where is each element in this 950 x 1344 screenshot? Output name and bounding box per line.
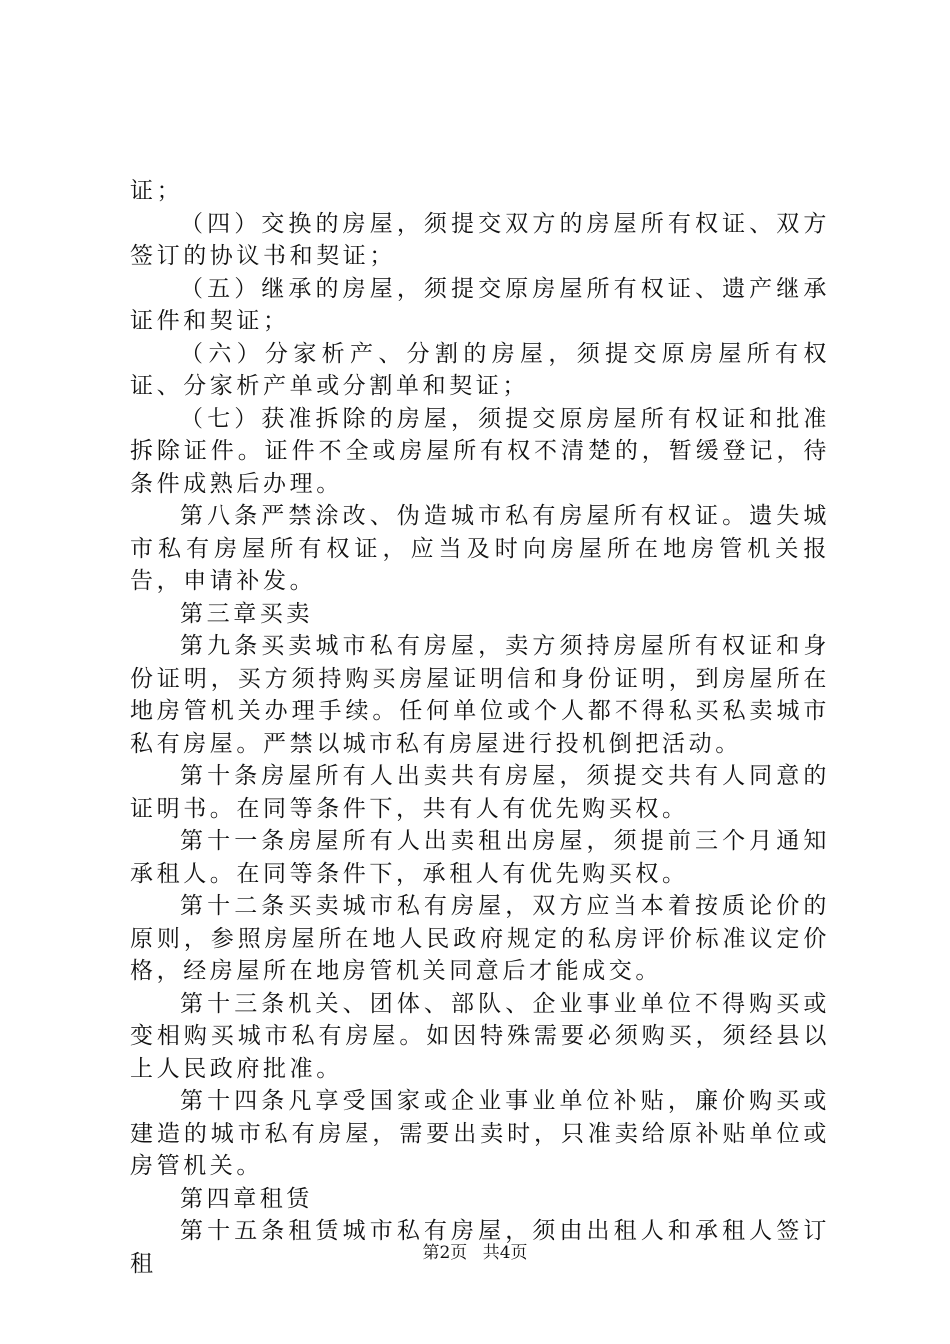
paragraph: （五）继承的房屋，须提交原房屋所有权证、遗产继承证件和契证； <box>130 275 830 334</box>
paragraph: 证； <box>130 178 184 204</box>
paragraph: 第八条严禁涂改、伪造城市私有房屋所有权证。遗失城市私有房屋所有权证，应当及时向房屋所在地房管机关报告，申请补发。 <box>130 503 830 594</box>
paragraph: （四）交换的房屋，须提交双方的房屋所有权证、双方签订的协议书和契证； <box>130 210 830 269</box>
paragraph: 第十条房屋所有人出卖共有房屋，须提交共有人同意的证明书。在同等条件下，共有人有优先购买权。 <box>130 763 830 822</box>
chapter-heading: 第四章租赁 <box>180 1185 313 1212</box>
page-number: 第2页 <box>422 1243 468 1263</box>
paragraph: 第十四条凡享受国家或企业事业单位补贴，廉价购买或建造的城市私有房屋，需要出卖时，只准卖给原补贴单位或房管机关。 <box>130 1088 830 1179</box>
chapter-heading: 第三章买卖 <box>180 600 313 627</box>
paragraph: 第十三条机关、团体、部队、企业事业单位不得购买或变相购买城市私有房屋。如因特殊需要必须购买，须经县以上人民政府批准。 <box>130 990 830 1082</box>
paragraph: （七）获准拆除的房屋，须提交原房屋所有权证和批准拆除证件。证件不全或房屋所有权不清楚的，暂缓登记，待条件成熟后办理。 <box>130 405 830 497</box>
paragraph: 第九条买卖城市私有房屋，卖方须持房屋所有权证和身份证明，买方须持购买房屋证明信和身份证明，到房屋所在地房管机关办理手续。任何单位或个人都不得私买私卖城市私有房屋。严禁以城市私有房屋进行投机倒把活动。 <box>130 633 830 757</box>
paragraph: 第十五条租赁城市私有房屋，须由出租人和承租人签订租 <box>130 1218 830 1277</box>
paragraph: 第十二条买卖城市私有房屋，双方应当本着按质论价的原则，参照房屋所在地人民政府规定的私房评价标准议定价格，经房屋所在地房管机关同意后才能成交。 <box>130 893 830 984</box>
page-footer <box>0 1241 950 1265</box>
document-body <box>130 175 830 1280</box>
paragraph: 第十一条房屋所有人出卖租出房屋，须提前三个月通知承租人。在同等条件下，承租人有优先购买权。 <box>130 828 830 887</box>
page-total: 共4页 <box>482 1243 528 1263</box>
paragraph: （六）分家析产、分割的房屋，须提交原房屋所有权证、分家析产单或分割单和契证； <box>130 340 830 399</box>
